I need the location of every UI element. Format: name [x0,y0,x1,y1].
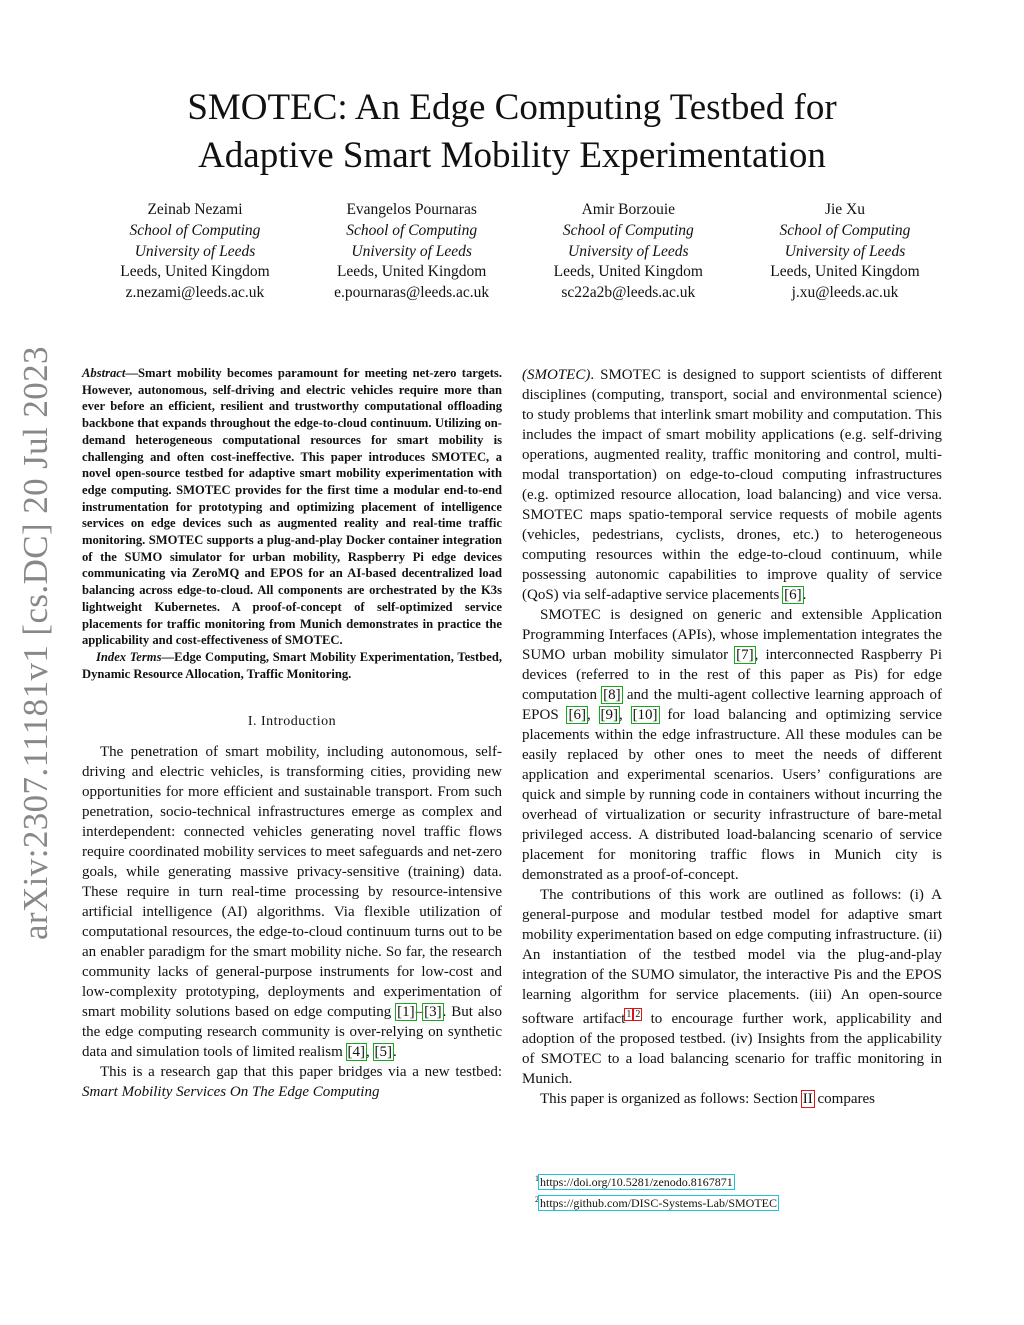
footnote-link[interactable]: 2 [635,1009,641,1020]
footnotes [535,1170,778,1212]
separator: , [366,1044,374,1061]
right-paragraph-2 [522,605,942,885]
section-heading: I. Introduction [247,714,337,730]
author-email: j.xu@leeds.ac.uk [791,284,899,302]
author-location: Leeds, United Kingdom [770,263,920,281]
author-email: z.nezami@leeds.ac.uk [125,284,265,302]
testbed-name: Smart Mobility Services On The Edge Computing [82,1084,380,1101]
section-link[interactable]: II [802,1091,813,1107]
right-column [522,365,942,1109]
period: . [802,587,807,603]
citation-link[interactable]: [3] [424,1004,442,1021]
footnote-2 [535,1191,778,1212]
paragraph-text: for load balancing and optimizing service placements within the edge infrastructure. All these modules can be easily replaced by other ones to meet the needs of different application and experimental scenarios. Users’ configurations are quick and simple by running code in containers without incurring the overhead of virtualization or security infrastructure of bare-metal privileged access. A distributed load-balancing scenario of service placement for monitoring traffic flows in Munich city is demonstrated as a proof-of-concept. [522,707,943,883]
footnote-url[interactable]: https://github.com/DISC-Systems-Lab/SMOTEC [540,1196,778,1210]
paragraph-text: and the multi-agent collective learning approach of EPOS [522,687,942,723]
citation-link[interactable]: [8] [603,687,621,703]
right-paragraph-3 [522,885,942,1089]
citation-link[interactable]: [1] [397,1004,415,1021]
author-dept: School of Computing [562,221,694,239]
author-location: Leeds, United Kingdom [120,263,270,281]
author-univ: University of Leeds [784,242,906,260]
arxiv-sidebar-id: arXiv:2307.11181v1 [cs.DC] 20 Jul 2023 [16,346,55,940]
author-location: Leeds, United Kingdom [336,263,487,281]
footnote-1 [535,1170,778,1191]
abstract-text: —Smart mobility becomes paramount for meeting net-zero targets. However, autonomous, self-driving and electric vehicles require more than ever before an efficient, resilient and trustworthy computational offloading backbone that expands throughout the edge-to-cloud continuum. Utilizing on-demand heterogeneous computational resources for smart mobility is challenging and often cost-ineffective. This paper introduces SMOTEC, a novel open-source testbed for adaptive smart mobility experimentation with edge computing. SMOTEC provides for the first time a modular end-to-end instrumentation for prototyping and optimizing placement of intelligence services on edge devices such as augmented reality and real-time traffic monitoring. SMOTEC supports a plug-and-play Docker container integration of the SUMO simulator for urban mobility, Raspberry Pi edge devices communicating via ZeroMQ and EPOS for an AI-based decentralized load balancing across edge-to-cloud. All components are orchestrated by the K3s lightweight Kubernetes. A proof-of-concept of self-optimized service placements for traffic monitoring from Munich demonstrates in practice the applicability and cost-effectiveness of SMOTEC. [82,366,502,648]
paragraph-text: The contributions of this work are outlined as follows: (i) A general-purpose and modular testbed model for adaptive smart mobility experimentation based on edge computing infrastructure. (ii) An instantiation of the testbed model via the plug-and-play integration of the SUMO simulator, the interactive Pis and the EPOS learning algorithm for service placements. (iii) An open-source software artifact [522,887,942,1027]
author-name: Zeinab Nezami [147,201,243,218]
intro-paragraph-1 [82,742,502,1062]
paragraph-text: The penetration of smart mobility, including autonomous, self-driving and electric vehicles, is transforming cities, providing new opportunities for more efficient and sustainable transport. From such penetration, socio-technical infrastructures emerge as complex and interdependent: connected vehicles generating novel traffic flows require coordinated mobility services to meet safeguards and net-zero goals, while generating massive privacy-sensitive (training) data. These require in turn real-time processing by resource-intensive artificial intelligence (AI) algorithms. Via flexible utilization of computational resources, the edge-to-cloud continuum turns out to be an enabler paradigm for the smart mobility niche. So far, the research community lacks of general-purpose instruments for low-cost and low-complexity prototyping, deployments and experimentation of smart mobility solutions based on edge computing [82,744,502,1021]
citation-link[interactable]: [7] [736,647,754,663]
title-line-1: SMOTEC: An Edge Computing Testbed for [187,87,837,128]
paragraph-text: , interconnected Raspberry Pi devices (referred to in the rest of this paper as Pis) for edge computation [522,647,942,703]
citation-link[interactable]: [6] [784,587,802,603]
paper-title [0,84,1024,180]
author-dept: School of Computing [129,221,261,239]
author-name: Evangelos Pournaras [346,201,477,218]
index-terms-label: Index Terms [96,649,162,664]
author-4 [740,200,950,304]
author-1 [90,200,300,304]
author-univ: University of Leeds [351,242,472,260]
author-location: Leeds, United Kingdom [553,263,703,281]
paragraph-text: This paper is organized as follows: Section [540,1091,802,1107]
abstract-label: Abstract [82,366,126,380]
footnote-link[interactable]: 1 [626,1009,632,1020]
paragraph-text: . SMOTEC is designed to support scientists of different disciplines (computing, transport, social and environmental science) to study problems that interlink smart mobility and computation. This includes the impact of smart mobility applications (e.g. self-driving operations, augmented reality, traffic monitoring and control, multi-modal transportation) on edge-to-cloud computing infrastructures (e.g. optimized resource allocation, load balancing) and vice versa. SMOTEC maps spatio-temporal service requests of mobile agents (vehicles, pedestrians, cyclists, drones, etc.) to heterogeneous computing resources within the edge-to-cloud continuum, while possessing autonomic capabilities to improve quality of service (QoS) via self-adaptive service placements [522,367,942,603]
left-column [82,365,502,1102]
intro-paragraph-2 [82,1062,502,1102]
dash: – [415,1004,424,1021]
author-email: e.pournaras@leeds.ac.uk [334,284,490,302]
acronym: (SMOTEC) [522,367,591,383]
separator: , [632,1010,635,1019]
citation-link[interactable]: [10] [632,707,658,723]
author-univ: University of Leeds [568,242,689,260]
author-name: Amir Borzouie [581,201,676,218]
author-name: Jie Xu [824,201,865,218]
author-email: sc22a2b@leeds.ac.uk [561,284,696,302]
citation-link[interactable]: [6] [568,707,586,723]
right-paragraph-1 [522,365,942,605]
abstract [82,365,502,649]
citation-link[interactable]: [5] [374,1044,393,1061]
right-paragraph-4 [522,1089,942,1109]
author-univ: University of Leeds [134,242,256,260]
citation-link[interactable]: [9] [600,707,619,723]
footnote-url[interactable]: https://doi.org/10.5281/zenodo.8167871 [540,1175,733,1189]
paragraph-text: This is a research gap that this paper bridges via a new testbed: [100,1064,502,1081]
footnote-number: 1 [535,1174,539,1183]
footnote-number: 2 [535,1195,539,1204]
separator: , [586,707,600,723]
author-dept: School of Computing [346,221,478,239]
index-terms-text: —Edge Computing, Smart Mobility Experimentation, Testbed, Dynamic Resource Allocation, Traffic Monitoring. [82,649,503,681]
author-dept: School of Computing [779,221,911,239]
paragraph-text: to encourage further work, applicability and adoption of the proposed testbed. (iv) Insights from the applicability of SMOTEC to a load balancing scenario for traffic monitoring in Munich. [522,1011,943,1087]
author-block [90,200,950,304]
separator: , [619,707,632,723]
author-2 [307,200,517,304]
period: . [393,1044,397,1061]
paragraph-text: compares [813,1091,875,1107]
citation-link[interactable]: [4] [347,1044,366,1061]
author-3 [523,200,733,304]
title-line-2: Adaptive Smart Mobility Experimentation [198,135,826,176]
paragraph-text: SMOTEC is designed on generic and extensible Application Programming Interfaces (APIs), whose implementation integrates the SUMO urban mobility simulator [522,607,942,663]
paragraph-text: . But also the edge computing research community is over-relying on synthetic data and simulation tools of limited realism [82,1004,503,1061]
index-terms [82,649,502,682]
